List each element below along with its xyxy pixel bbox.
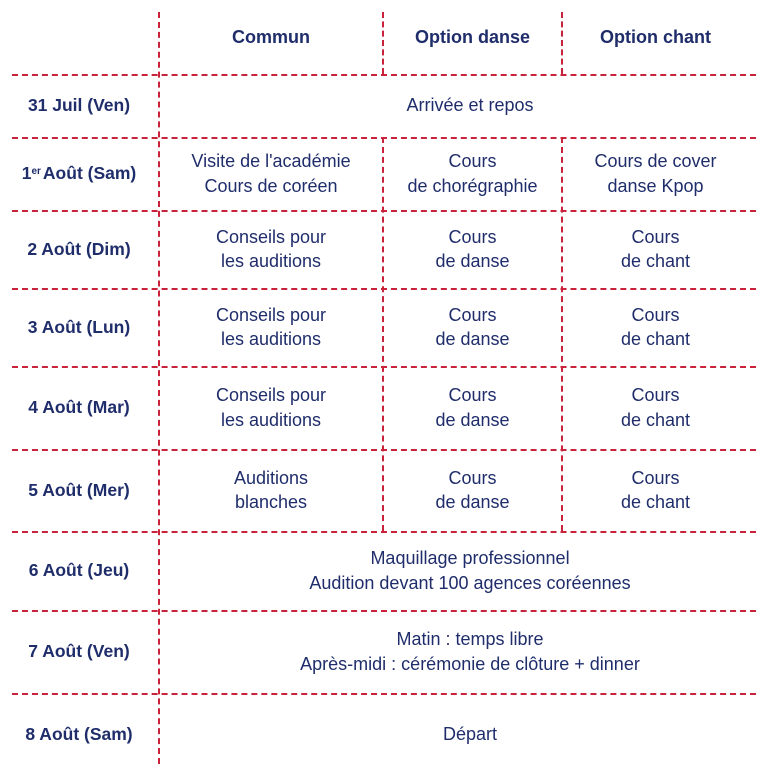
day-label: 7 Août (Ven): [28, 641, 130, 661]
activity-chant: [563, 288, 748, 366]
activity-chant: [563, 210, 748, 288]
activity-span: Arrivée et repos: [406, 95, 534, 116]
activity-line: Audition devant 100 agences coréennes: [309, 572, 631, 593]
day-label: [0, 137, 158, 210]
activity-line: Auditions: [233, 467, 309, 488]
activity-line: Cours: [448, 467, 497, 488]
activity-commun: [160, 137, 382, 210]
activity-danse: [384, 449, 561, 531]
activity-commun: [160, 449, 382, 531]
activity-line: Cours: [448, 304, 497, 325]
activity-line: Visite de l'académie: [191, 151, 351, 171]
activity-chant: [563, 137, 748, 210]
activity-commun: [160, 366, 382, 449]
activity-line: Cours: [448, 385, 497, 405]
activity-line: de chant: [620, 492, 691, 512]
activity-span: [160, 610, 768, 693]
day-label: 5 Août (Mer): [28, 479, 130, 500]
activity-line: Conseils pour: [215, 304, 327, 325]
day-label: 8 Août (Sam): [25, 724, 133, 744]
day-label: 2 Août (Dim): [27, 238, 131, 259]
day-ordinal: er: [31, 166, 41, 177]
activity-danse: [384, 288, 561, 366]
activity-line: Cours: [631, 304, 680, 325]
activity-line: Cours: [448, 151, 497, 171]
header-option-chant: Option chant: [600, 26, 711, 47]
activity-line: Maquillage professionnel: [370, 548, 570, 568]
activity-span: Départ: [442, 724, 498, 745]
activity-span: [160, 531, 768, 610]
activity-chant: [563, 366, 748, 449]
header-option-danse: Option danse: [414, 26, 530, 47]
activity-line: Cours: [631, 385, 680, 405]
activity-line: de danse: [435, 329, 510, 349]
activity-line: de chant: [620, 329, 691, 349]
activity-line: de chant: [620, 251, 691, 271]
activity-danse: [384, 366, 561, 449]
activity-line: Cours de coréen: [204, 175, 338, 196]
activity-chant: [563, 449, 748, 531]
activity-line: Cours de cover: [594, 151, 717, 171]
day-rest: Août (Sam): [42, 163, 137, 183]
activity-line: Cours: [448, 226, 497, 247]
activity-line: Après-midi : cérémonie de clôture + dinner: [300, 653, 640, 674]
activity-line: de chorégraphie: [407, 175, 538, 196]
day-label: 3 Août (Lun): [27, 316, 131, 337]
activity-commun: [160, 288, 382, 366]
day-label: 6 Août (Jeu): [28, 560, 130, 580]
activity-line: les auditions: [220, 329, 322, 349]
activity-line: de danse: [435, 251, 510, 271]
activity-line: les auditions: [220, 409, 322, 430]
activity-commun: [160, 210, 382, 288]
activity-line: Matin : temps libre: [396, 629, 544, 649]
activity-line: Cours: [631, 467, 680, 488]
activity-line: danse Kpop: [607, 175, 704, 196]
activity-danse: [384, 210, 561, 288]
header-commun: Commun: [232, 26, 310, 47]
activity-line: blanches: [234, 492, 308, 512]
activity-line: Conseils pour: [215, 226, 327, 247]
activity-line: de chant: [620, 409, 691, 430]
activity-line: de danse: [435, 409, 510, 430]
activity-line: les auditions: [220, 251, 322, 271]
day-label: 4 Août (Mar): [28, 397, 130, 417]
activity-danse: [384, 137, 561, 210]
activity-line: Conseils pour: [215, 385, 327, 405]
activity-line: Cours: [631, 226, 680, 247]
day-number: 1: [21, 163, 32, 183]
day-label: 31 Juil (Ven): [27, 95, 131, 115]
activity-line: de danse: [435, 492, 510, 512]
